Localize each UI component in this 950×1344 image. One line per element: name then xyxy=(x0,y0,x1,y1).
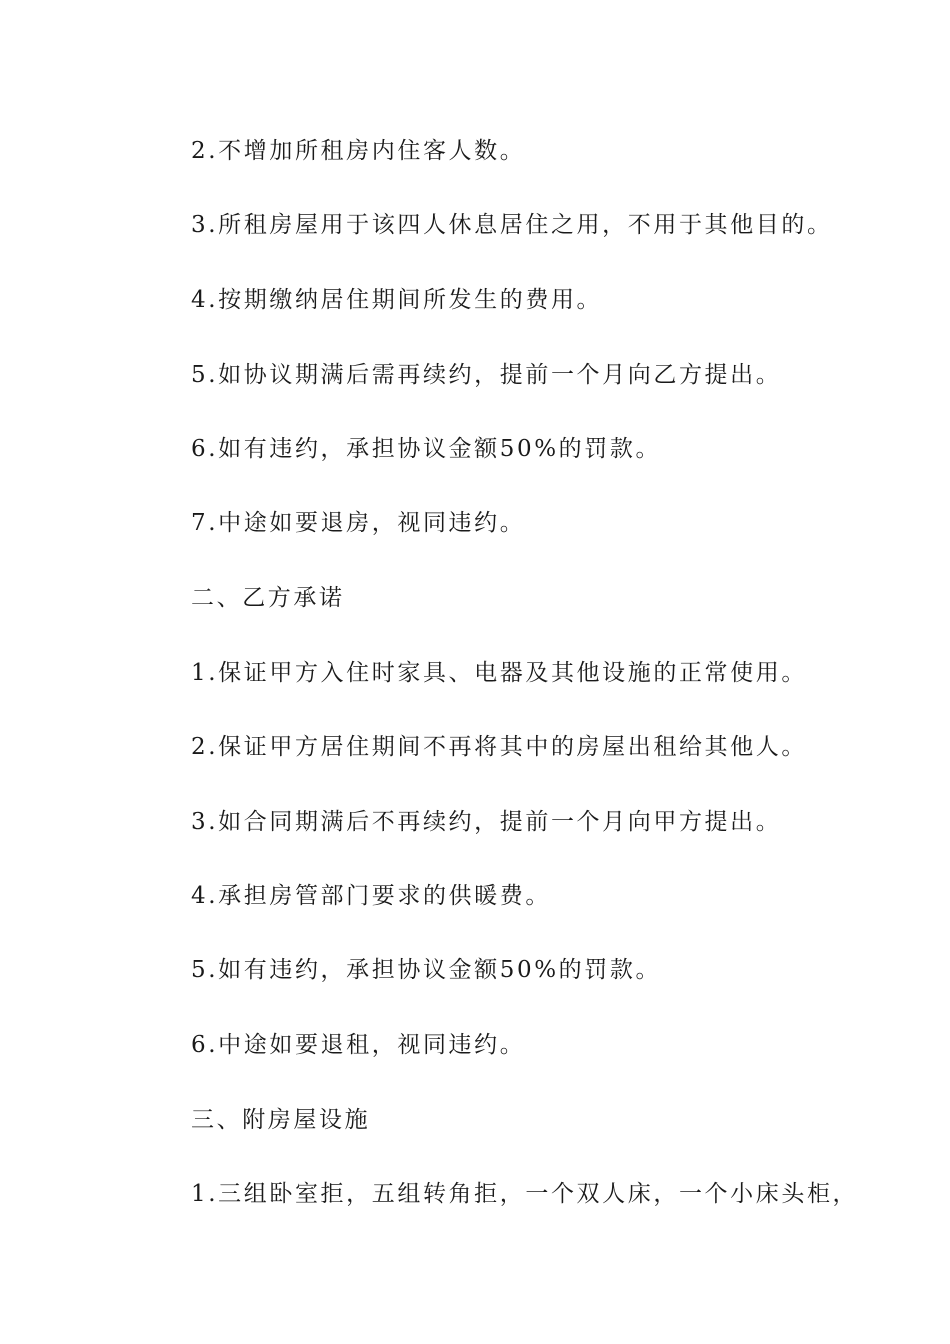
clause-party-a-3: 3.所租房屋用于该四人休息居住之用，不用于其他目的。 xyxy=(191,212,833,238)
section-heading-facilities: 三、附房屋设施 xyxy=(191,1107,371,1133)
clause-party-a-2: 2.不增加所租房内住客人数。 xyxy=(191,138,526,164)
clause-party-b-1: 1.保证甲方入住时家具、电器及其他设施的正常使用。 xyxy=(191,660,807,686)
clause-party-b-6: 6.中途如要退租，视同违约。 xyxy=(191,1032,526,1058)
clause-party-b-5: 5.如有违约，承担协议金额50%的罚款。 xyxy=(191,957,662,983)
clause-party-a-7: 7.中途如要退房，视同违约。 xyxy=(191,510,526,536)
clause-party-b-2: 2.保证甲方居住期间不再将其中的房屋出租给其他人。 xyxy=(191,734,807,760)
clause-party-a-6: 6.如有违约，承担协议金额50%的罚款。 xyxy=(191,436,662,462)
clause-party-b-3: 3.如合同期满后不再续约，提前一个月向甲方提出。 xyxy=(191,809,782,835)
clause-party-a-4: 4.按期缴纳居住期间所发生的费用。 xyxy=(191,287,603,313)
facilities-item-1: 1.三组卧室拒，五组转角拒，一个双人床，一个小床头柜， xyxy=(191,1181,859,1207)
clause-party-b-4: 4.承担房管部门要求的供暖费。 xyxy=(191,883,551,909)
clause-party-a-5: 5.如协议期满后需再续约，提前一个月向乙方提出。 xyxy=(191,362,782,388)
section-heading-party-b: 二、乙方承诺 xyxy=(191,585,345,611)
